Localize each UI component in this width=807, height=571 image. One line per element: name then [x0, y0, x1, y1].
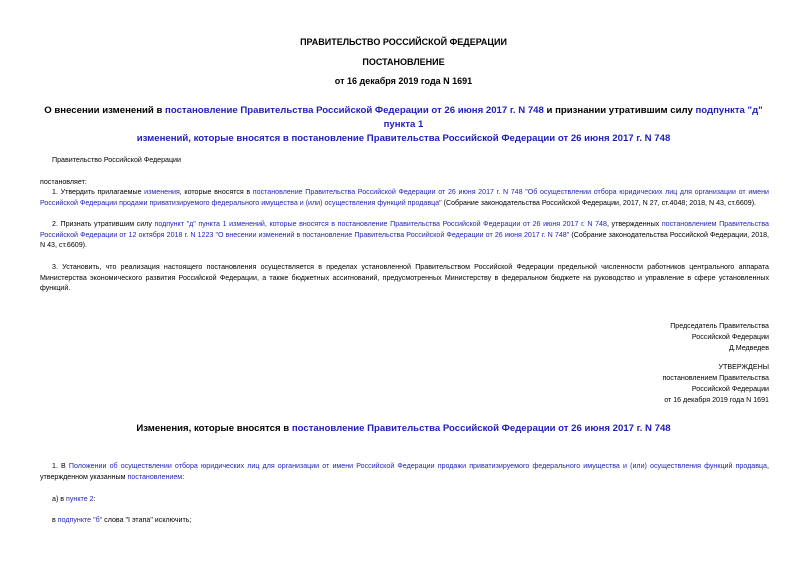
document-title [0, 104, 807, 146]
approval-line: Российской Федерации [691, 385, 769, 393]
approval-line: от 16 декабря 2019 года N 1691 [664, 396, 769, 404]
change-a [52, 494, 96, 505]
point-2-link[interactable]: пункте 2 [66, 495, 94, 503]
signature-block [670, 321, 769, 354]
title-link-subpoint[interactable]: подпункта "д" пункта 1 [383, 105, 763, 130]
change-1 [40, 461, 769, 482]
change-text: слова "I этапа" исключить; [102, 516, 192, 524]
signature-position: Председатель Правительства [670, 322, 769, 330]
paragraph-text: 2. Признать утратившим силу [52, 220, 155, 228]
subpoint-b-link[interactable]: подпункте "б" [57, 516, 103, 524]
changes-link[interactable]: изменения [144, 188, 180, 196]
paragraph-text: 1. Утвердить прилагаемые [52, 188, 145, 196]
title-link-changes[interactable]: изменений, которые вносятся в постановление Правительства Российской Федерации от 26 июня 2017 г. N 748 [136, 133, 671, 144]
title-text: и признании утратившим силу [543, 105, 696, 116]
subpoint-d-link[interactable]: подпункт "д" пункта 1 изменений, которые вносятся в постановление Правительства Российской Федерации от 26 июня 2017 г. N 748 [154, 220, 607, 228]
change-text: а) в [52, 495, 67, 503]
paragraph-1 [40, 187, 769, 208]
regulation-link[interactable]: Положении об осуществлении отбора юридических лиц для организации от имени Российской Федерации продажи приватизируемого федерального имущества и (или) осуществления функций продавца [68, 462, 768, 470]
paragraph-text: (Собрание законодательства Российской Федерации, 2017, N 27, ст.4048; 2018, N 43, ст.6609). [441, 198, 757, 207]
approval-line: постановлением Правительства [662, 374, 769, 382]
document-date: от 16 декабря 2019 года N 1691 [334, 76, 473, 86]
paragraph-text: , которые вносятся в [179, 188, 253, 196]
changes-title [0, 422, 807, 436]
change-text: : [93, 495, 96, 503]
intro-decides: постановляет: [40, 178, 87, 186]
signature-country: Российской Федерации [691, 333, 769, 341]
paragraph-text: , утвержденных [606, 220, 662, 228]
change-text: , утвержденном указанным [40, 462, 769, 481]
change-text: 1. В [52, 462, 69, 470]
intro-government: Правительство Российской Федерации [52, 156, 181, 164]
change-a-1 [52, 515, 191, 526]
paragraph-2 [40, 219, 769, 251]
title-link-748[interactable]: постановление Правительства Российской Федерации от 26 июня 2017 г. N 748 [165, 105, 544, 116]
paragraph-text: (Собрание законодательства Российской Федерации, 2018, N 43, ст.6609). [40, 230, 769, 249]
signature-name: Д.Медведев [728, 344, 769, 352]
resolution-748-link[interactable]: постановление Правительства Российской Федерации от 26 июня 2017 г. N 748 "Об осуществлении отбора юридических лиц для организации от имени Российской Федерации продажи приватизируемого федерального имущества и (или) осуществления функций продавца" [40, 188, 769, 207]
document-type: ПОСТАНОВЛЕНИЕ [362, 57, 445, 67]
title-text: О внесении изменений в [44, 105, 166, 116]
approval-line: УТВЕРЖДЕНЫ [718, 363, 769, 371]
changes-title-text: Изменения, которые вносятся в [136, 423, 292, 434]
resolution-link[interactable]: постановлением [127, 472, 183, 481]
government-header: ПРАВИТЕЛЬСТВО РОССИЙСКОЙ ФЕДЕРАЦИИ [300, 37, 507, 47]
change-text: : [182, 472, 185, 481]
paragraph-3: 3. Установить, что реализация настоящего постановления осуществляется в пределах установленной Правительством Российской Федерации предельной численности работников центрального аппарата Министерства экономического развития Российской Федерации, а также бюджетных ассигнований, предусмотренных Министерству в федеральном бюджете на руководство и управление в сфере установленных функций. [40, 263, 769, 292]
change-text: в [52, 516, 58, 524]
resolution-1223-link[interactable]: постановлением Правительства Российской Федерации от 12 октября 2018 г. N 1223 "О внесении изменений в постановление Правительства Российской Федерации от 26 июня 2017 г. N 748" [40, 220, 769, 239]
approval-block [662, 362, 769, 406]
changes-title-link[interactable]: постановление Правительства Российской Федерации от 26 июня 2017 г. N 748 [291, 423, 671, 434]
